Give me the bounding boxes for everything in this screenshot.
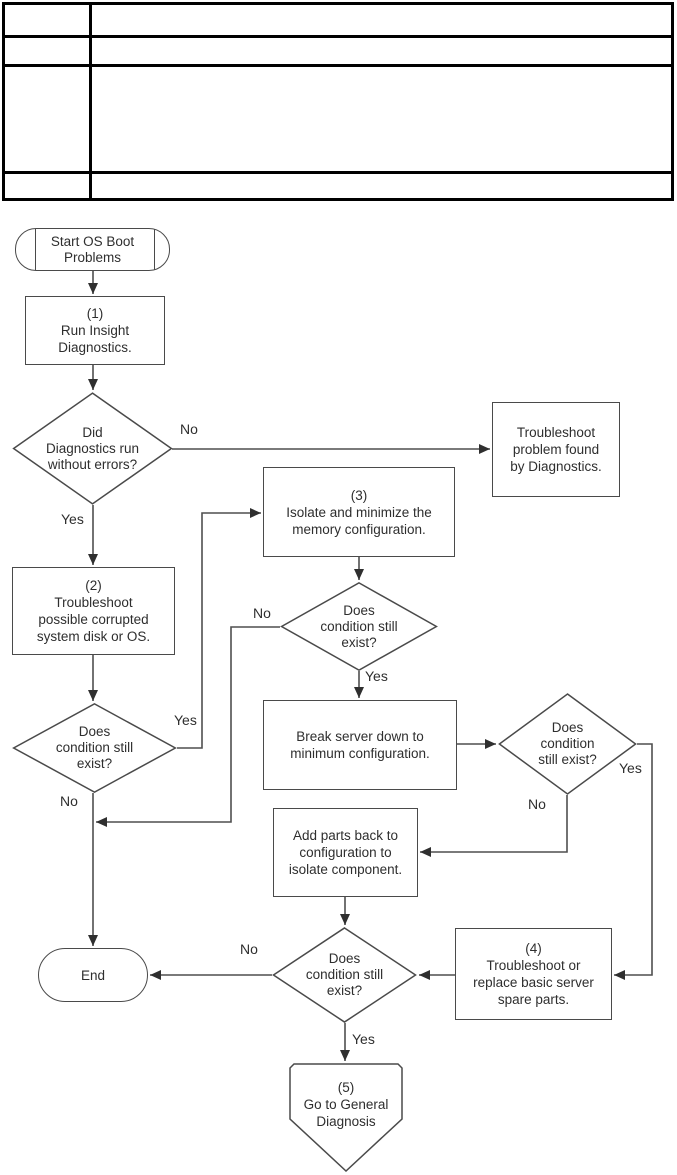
edge-label-no: No (180, 421, 198, 437)
text-line: Does (328, 951, 361, 966)
edge-label-no: No (240, 941, 258, 957)
text-line: Does (551, 720, 584, 735)
text-line: Diagnostics run (45, 440, 140, 456)
edge-label-no: No (528, 796, 546, 812)
edge-label-yes: Yes (365, 668, 388, 684)
text-line: Start OS Boot (50, 233, 135, 249)
terminator-inner-line (35, 229, 36, 270)
text-line: condition still (320, 618, 398, 634)
text-line: condition (540, 736, 595, 751)
text-line: Does (78, 724, 111, 739)
text-line: Problems (63, 249, 121, 265)
text-line: spare parts. (497, 992, 570, 1007)
edge-label-no: No (253, 605, 271, 621)
text-line: (1) (86, 306, 104, 321)
text-line: condition still (55, 740, 134, 755)
edge-label-yes: Yes (352, 1031, 375, 1047)
break-server-down-step (263, 700, 457, 790)
condition-exists-decision-2 (280, 582, 438, 671)
isolate-memory-configuration-step (263, 467, 455, 557)
connector-label (304, 1079, 389, 1130)
decision-label (306, 951, 383, 999)
text-line: still exist? (538, 752, 597, 767)
text-line: (5) (337, 1080, 355, 1095)
step-label (290, 728, 430, 762)
text-line: Did (82, 424, 103, 440)
text-line: Go to General (303, 1097, 389, 1112)
text-line: condition still (305, 967, 384, 982)
text-line: End (80, 967, 106, 983)
text-line: Diagnosis (316, 1114, 376, 1129)
text-line: possible corrupted (38, 612, 149, 627)
step-label (473, 940, 594, 1008)
end-label (81, 967, 105, 984)
step-label (510, 424, 602, 475)
text-line: Run Insight (60, 323, 130, 338)
troubleshoot-corrupted-disk-step (12, 567, 175, 655)
text-line: isolate component. (288, 862, 403, 877)
text-line: without errors? (47, 456, 138, 472)
text-line: exist? (326, 983, 363, 998)
edge-label-yes: Yes (61, 511, 84, 527)
text-line: configuration to (299, 845, 392, 860)
text-line: Diagnostics. (58, 340, 132, 355)
text-line: (4) (525, 941, 542, 956)
run-insight-diagnostics-step (25, 296, 165, 365)
text-line: system disk or OS. (36, 629, 151, 644)
replace-spare-parts-step (455, 928, 612, 1020)
text-line: by Diagnostics. (510, 459, 602, 474)
go-to-general-diagnosis-connector (289, 1063, 403, 1172)
step-label (289, 827, 402, 878)
troubleshoot-diagnostics-problem-step (492, 402, 620, 497)
text-line: problem found (512, 442, 600, 457)
edge-label-yes: Yes (174, 712, 197, 728)
text-line: Break server down to (296, 729, 424, 744)
text-line: (3) (350, 487, 368, 503)
condition-exists-decision-3 (498, 693, 637, 795)
decision-label (320, 603, 397, 651)
text-line: (2) (85, 578, 102, 593)
text-line: Troubleshoot or (486, 958, 581, 973)
edge-label-no: No (60, 793, 78, 809)
start-terminator (15, 228, 170, 271)
text-line: exist? (76, 756, 113, 771)
step-label (37, 577, 150, 645)
edge-label-yes: Yes (619, 760, 642, 776)
end-terminator (38, 948, 148, 1002)
text-line: minimum configuration. (290, 746, 430, 761)
decision-label (538, 720, 597, 768)
terminator-inner-line (154, 229, 155, 270)
text-line: Troubleshoot (516, 425, 596, 440)
text-line: Isolate and minimize the (286, 504, 432, 520)
step-label (286, 487, 432, 538)
condition-exists-decision-4 (272, 927, 417, 1023)
diagnostics-ran-decision (12, 392, 173, 505)
text-line: Troubleshoot (54, 595, 133, 610)
start-label (51, 234, 134, 266)
add-parts-back-step (273, 808, 418, 897)
decision-label (56, 724, 133, 772)
text-line: replace basic server (473, 975, 594, 990)
condition-exists-decision-1 (12, 703, 177, 793)
text-line: Does (343, 602, 375, 618)
text-line: memory configuration. (292, 521, 426, 537)
step-label (58, 305, 132, 356)
text-line: exist? (341, 634, 377, 650)
text-line: Add parts back to (292, 828, 399, 843)
decision-label (46, 425, 139, 473)
